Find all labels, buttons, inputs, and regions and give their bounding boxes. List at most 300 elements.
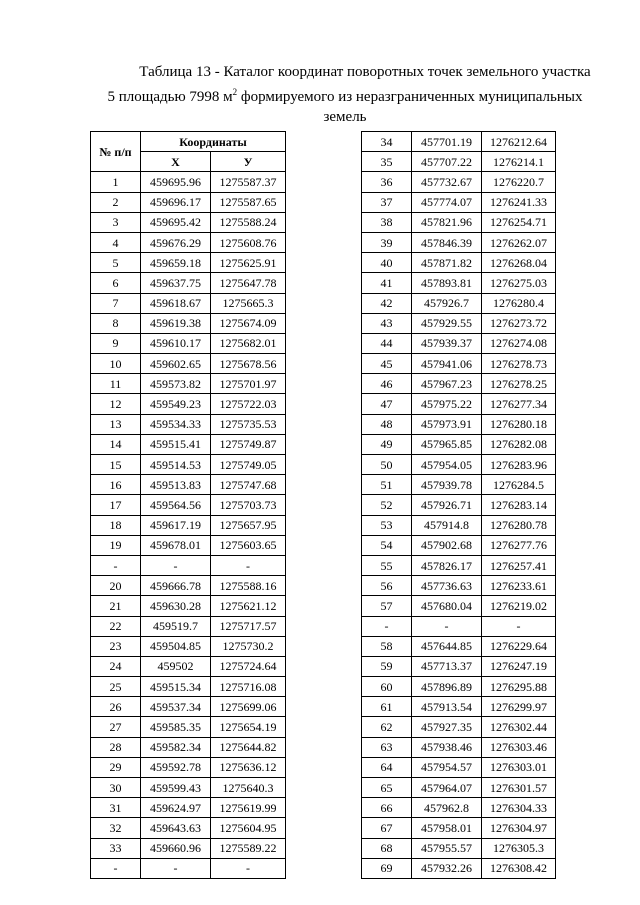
cell-y: 1275644.82 xyxy=(211,737,286,757)
table-row xyxy=(362,394,556,414)
cell-num: 63 xyxy=(362,737,412,757)
coordinates-table-right xyxy=(361,131,556,879)
cell-y: 1276283.14 xyxy=(482,495,556,515)
cell-x: 457926.7 xyxy=(412,293,482,313)
table-row xyxy=(362,778,556,798)
cell-x: 459643.63 xyxy=(141,818,211,838)
cell-num: 23 xyxy=(91,636,141,656)
cell-y: - xyxy=(211,858,286,878)
cell-y: 1276305.3 xyxy=(482,838,556,858)
cell-num: 55 xyxy=(362,555,412,575)
cell-y: 1276277.76 xyxy=(482,535,556,555)
cell-x: 457941.06 xyxy=(412,354,482,374)
table-row xyxy=(91,798,286,818)
cell-num: 28 xyxy=(91,737,141,757)
table-row xyxy=(91,434,286,454)
caption-line-3: земель xyxy=(323,109,367,125)
cell-y: 1275603.65 xyxy=(211,535,286,555)
cell-num: 8 xyxy=(91,313,141,333)
cell-num: - xyxy=(91,555,141,575)
cell-num: 18 xyxy=(91,515,141,535)
cell-x: 459696.17 xyxy=(141,192,211,212)
cell-x: 457954.05 xyxy=(412,455,482,475)
table-row xyxy=(362,374,556,394)
cell-x: 457826.17 xyxy=(412,555,482,575)
coordinates-table-left xyxy=(90,131,286,879)
cell-num: 49 xyxy=(362,434,412,454)
table-row xyxy=(91,576,286,596)
cell-x: 459602.65 xyxy=(141,354,211,374)
cell-num: 1 xyxy=(91,172,141,192)
table-row xyxy=(91,354,286,374)
cell-x: 457954.57 xyxy=(412,757,482,777)
cell-x: 459630.28 xyxy=(141,596,211,616)
cell-y: 1275730.2 xyxy=(211,636,286,656)
cell-num: 2 xyxy=(91,192,141,212)
cell-y: - xyxy=(211,555,286,575)
cell-y: 1276214.1 xyxy=(482,152,556,172)
cell-y: 1276284.5 xyxy=(482,475,556,495)
cell-y: 1275619.99 xyxy=(211,798,286,818)
table-row xyxy=(91,838,286,858)
table-row xyxy=(362,555,556,575)
cell-num: 24 xyxy=(91,656,141,676)
cell-x: 457955.57 xyxy=(412,838,482,858)
cell-num: 16 xyxy=(91,475,141,495)
cell-y: 1276219.02 xyxy=(482,596,556,616)
cell-x: 457929.55 xyxy=(412,313,482,333)
cell-x: 459514.53 xyxy=(141,455,211,475)
cell-x: 457939.37 xyxy=(412,333,482,353)
table-row xyxy=(91,455,286,475)
cell-x: 457927.35 xyxy=(412,717,482,737)
cell-y: 1276212.64 xyxy=(482,132,556,152)
cell-num: 12 xyxy=(91,394,141,414)
cell-num: 11 xyxy=(91,374,141,394)
table-row xyxy=(91,212,286,232)
cell-num: 22 xyxy=(91,616,141,636)
cell-y: 1275678.56 xyxy=(211,354,286,374)
cell-y: 1276295.88 xyxy=(482,677,556,697)
table-row xyxy=(362,818,556,838)
table-row xyxy=(362,152,556,172)
cell-y: 1276304.97 xyxy=(482,818,556,838)
cell-x: 457913.54 xyxy=(412,697,482,717)
cell-x: 459582.34 xyxy=(141,737,211,757)
table-row xyxy=(91,535,286,555)
cell-num: 53 xyxy=(362,515,412,535)
cell-y: 1276233.61 xyxy=(482,576,556,596)
cell-y: 1275625.91 xyxy=(211,253,286,273)
cell-x: 459618.67 xyxy=(141,293,211,313)
cell-x: 457896.89 xyxy=(412,677,482,697)
table-row xyxy=(91,253,286,273)
table-row xyxy=(91,333,286,353)
cell-y: 1276254.71 xyxy=(482,212,556,232)
cell-y: 1275749.87 xyxy=(211,434,286,454)
cell-num: 60 xyxy=(362,677,412,697)
cell-x: 457821.96 xyxy=(412,212,482,232)
cell-x: 457965.85 xyxy=(412,434,482,454)
cell-y: 1276220.7 xyxy=(482,172,556,192)
table-row xyxy=(362,838,556,858)
cell-x: 459637.75 xyxy=(141,273,211,293)
table-caption xyxy=(95,62,595,127)
cell-x: 459610.17 xyxy=(141,333,211,353)
table-row xyxy=(362,293,556,313)
table-row xyxy=(362,253,556,273)
cell-y: 1275749.05 xyxy=(211,455,286,475)
cell-y: 1276303.01 xyxy=(482,757,556,777)
cell-num: 66 xyxy=(362,798,412,818)
cell-num: 34 xyxy=(362,132,412,152)
cell-y: 1275608.76 xyxy=(211,232,286,252)
table-row xyxy=(91,313,286,333)
cell-num: 50 xyxy=(362,455,412,475)
cell-y: 1276301.57 xyxy=(482,778,556,798)
cell-x: 457707.22 xyxy=(412,152,482,172)
cell-num: 27 xyxy=(91,717,141,737)
cell-num: 36 xyxy=(362,172,412,192)
table-row xyxy=(91,656,286,676)
cell-y: 1275647.78 xyxy=(211,273,286,293)
cell-num: 56 xyxy=(362,576,412,596)
cell-num: 35 xyxy=(362,152,412,172)
cell-num: 43 xyxy=(362,313,412,333)
cell-num: - xyxy=(362,616,412,636)
cell-num: 40 xyxy=(362,253,412,273)
cell-x: 457967.23 xyxy=(412,374,482,394)
cell-x: 457973.91 xyxy=(412,414,482,434)
cell-x: 457914.8 xyxy=(412,515,482,535)
table-row xyxy=(91,475,286,495)
table-row xyxy=(362,192,556,212)
cell-x: 459573.82 xyxy=(141,374,211,394)
left-table-body xyxy=(91,172,286,879)
table-row xyxy=(362,414,556,434)
cell-num: 59 xyxy=(362,656,412,676)
cell-y: - xyxy=(482,616,556,636)
cell-num: 15 xyxy=(91,455,141,475)
cell-y: 1276302.44 xyxy=(482,717,556,737)
cell-x: 459549.23 xyxy=(141,394,211,414)
cell-x: 457938.46 xyxy=(412,737,482,757)
cell-x: 459537.34 xyxy=(141,697,211,717)
cell-y: 1276280.4 xyxy=(482,293,556,313)
cell-x: 457975.22 xyxy=(412,394,482,414)
cell-x: 457958.01 xyxy=(412,818,482,838)
table-row xyxy=(91,192,286,212)
cell-x: 457701.19 xyxy=(412,132,482,152)
cell-num: 42 xyxy=(362,293,412,313)
cell-y: 1275587.37 xyxy=(211,172,286,192)
table-row xyxy=(362,212,556,232)
cell-x: 457680.04 xyxy=(412,596,482,616)
cell-y: 1276280.18 xyxy=(482,414,556,434)
table-row xyxy=(362,798,556,818)
cell-y: 1275636.12 xyxy=(211,757,286,777)
table-row xyxy=(362,475,556,495)
cell-num: 64 xyxy=(362,757,412,777)
cell-x: 459519.7 xyxy=(141,616,211,636)
cell-y: 1276303.46 xyxy=(482,737,556,757)
cell-y: 1276299.97 xyxy=(482,697,556,717)
cell-y: 1276278.73 xyxy=(482,354,556,374)
cell-x: 457964.07 xyxy=(412,778,482,798)
cell-x: - xyxy=(141,858,211,878)
cell-y: 1276229.64 xyxy=(482,636,556,656)
cell-y: 1275674.09 xyxy=(211,313,286,333)
cell-num: 39 xyxy=(362,232,412,252)
cell-y: 1276247.19 xyxy=(482,656,556,676)
header-y: У xyxy=(211,152,286,172)
cell-num: 69 xyxy=(362,858,412,878)
cell-num: 3 xyxy=(91,212,141,232)
table-row xyxy=(362,636,556,656)
table-row xyxy=(91,273,286,293)
cell-num: 14 xyxy=(91,434,141,454)
cell-x: 457962.8 xyxy=(412,798,482,818)
cell-y: 1275657.95 xyxy=(211,515,286,535)
cell-y: 1275717.57 xyxy=(211,616,286,636)
cell-y: 1276241.33 xyxy=(482,192,556,212)
cell-x: 459676.29 xyxy=(141,232,211,252)
cell-y: 1276308.42 xyxy=(482,858,556,878)
table-row xyxy=(362,515,556,535)
table-row xyxy=(362,697,556,717)
cell-x: 459515.34 xyxy=(141,677,211,697)
cell-x: 459659.18 xyxy=(141,253,211,273)
caption-line-1: Таблица 13 - Каталог координат поворотных точек земельного участка xyxy=(139,64,591,80)
cell-x: 457644.85 xyxy=(412,636,482,656)
cell-x: 459504.85 xyxy=(141,636,211,656)
cell-y: 1275703.73 xyxy=(211,495,286,515)
cell-x: - xyxy=(412,616,482,636)
table-row xyxy=(362,132,556,152)
cell-y: 1275640.3 xyxy=(211,778,286,798)
cell-y: 1275654.19 xyxy=(211,717,286,737)
cell-num: - xyxy=(91,858,141,878)
cell-x: 457939.78 xyxy=(412,475,482,495)
cell-x: 457736.63 xyxy=(412,576,482,596)
cell-y: 1276304.33 xyxy=(482,798,556,818)
cell-x: 459515.41 xyxy=(141,434,211,454)
table-row xyxy=(362,757,556,777)
table-row xyxy=(91,757,286,777)
cell-num: 38 xyxy=(362,212,412,232)
right-table-body xyxy=(362,132,556,879)
table-row xyxy=(91,717,286,737)
cell-num: 46 xyxy=(362,374,412,394)
table-row xyxy=(91,495,286,515)
cell-x: 459564.56 xyxy=(141,495,211,515)
table-row xyxy=(91,636,286,656)
table-row xyxy=(91,515,286,535)
cell-y: 1275587.65 xyxy=(211,192,286,212)
cell-x: 459666.78 xyxy=(141,576,211,596)
cell-y: 1276257.41 xyxy=(482,555,556,575)
cell-x: 457774.07 xyxy=(412,192,482,212)
caption-line-2-start: 5 площадью 7998 м xyxy=(107,89,233,105)
cell-y: 1275589.22 xyxy=(211,838,286,858)
caption-line-2 xyxy=(108,89,583,105)
table-row xyxy=(362,616,556,636)
cell-x: 457902.68 xyxy=(412,535,482,555)
table-row xyxy=(362,172,556,192)
cell-x: 457713.37 xyxy=(412,656,482,676)
header-num: № п/п xyxy=(91,132,141,172)
table-row xyxy=(91,818,286,838)
cell-y: 1275665.3 xyxy=(211,293,286,313)
cell-x: 459678.01 xyxy=(141,535,211,555)
cell-x: 459619.38 xyxy=(141,313,211,333)
cell-y: 1276274.08 xyxy=(482,333,556,353)
cell-num: 45 xyxy=(362,354,412,374)
cell-y: 1276273.72 xyxy=(482,313,556,333)
cell-num: 62 xyxy=(362,717,412,737)
cell-x: 457846.39 xyxy=(412,232,482,252)
cell-x: 459534.33 xyxy=(141,414,211,434)
cell-num: 41 xyxy=(362,273,412,293)
cell-y: 1275604.95 xyxy=(211,818,286,838)
cell-num: 21 xyxy=(91,596,141,616)
cell-y: 1275722.03 xyxy=(211,394,286,414)
cell-num: 51 xyxy=(362,475,412,495)
cell-x: 459585.35 xyxy=(141,717,211,737)
caption-line-2-end: формируемого из неразграниченных муниципальных xyxy=(237,89,583,105)
cell-y: 1275621.12 xyxy=(211,596,286,616)
cell-num: 5 xyxy=(91,253,141,273)
cell-y: 1276262.07 xyxy=(482,232,556,252)
cell-num: 58 xyxy=(362,636,412,656)
table-row xyxy=(91,778,286,798)
cell-num: 29 xyxy=(91,757,141,777)
cell-y: 1275699.06 xyxy=(211,697,286,717)
header-x: X xyxy=(141,152,211,172)
table-row xyxy=(362,333,556,353)
cell-num: 52 xyxy=(362,495,412,515)
cell-x: 459624.97 xyxy=(141,798,211,818)
table-row xyxy=(91,293,286,313)
table-row xyxy=(362,535,556,555)
cell-y: 1275588.16 xyxy=(211,576,286,596)
table-row xyxy=(362,677,556,697)
cell-num: 57 xyxy=(362,596,412,616)
table-row xyxy=(362,455,556,475)
table-row xyxy=(362,576,556,596)
cell-num: 25 xyxy=(91,677,141,697)
cell-num: 32 xyxy=(91,818,141,838)
cell-num: 47 xyxy=(362,394,412,414)
table-row xyxy=(362,858,556,878)
cell-num: 37 xyxy=(362,192,412,212)
table-row xyxy=(362,434,556,454)
cell-y: 1276278.25 xyxy=(482,374,556,394)
table-row xyxy=(362,313,556,333)
table-row xyxy=(91,374,286,394)
header-coords: Координаты xyxy=(141,132,286,152)
cell-num: 54 xyxy=(362,535,412,555)
cell-y: 1275747.68 xyxy=(211,475,286,495)
cell-num: 10 xyxy=(91,354,141,374)
cell-y: 1275724.64 xyxy=(211,656,286,676)
cell-x: 457893.81 xyxy=(412,273,482,293)
table-row xyxy=(362,354,556,374)
table-row xyxy=(91,677,286,697)
table-row xyxy=(91,858,286,878)
cell-x: 459502 xyxy=(141,656,211,676)
cell-x: 459695.42 xyxy=(141,212,211,232)
table-row xyxy=(91,232,286,252)
cell-y: 1276282.08 xyxy=(482,434,556,454)
cell-x: 459599.43 xyxy=(141,778,211,798)
cell-y: 1276280.78 xyxy=(482,515,556,535)
cell-num: 30 xyxy=(91,778,141,798)
cell-num: 7 xyxy=(91,293,141,313)
table-row xyxy=(91,697,286,717)
cell-num: 9 xyxy=(91,333,141,353)
cell-y: 1275682.01 xyxy=(211,333,286,353)
table-row xyxy=(91,394,286,414)
table-row xyxy=(91,172,286,192)
cell-x: 457732.67 xyxy=(412,172,482,192)
cell-x: - xyxy=(141,555,211,575)
cell-x: 457871.82 xyxy=(412,253,482,273)
cell-num: 6 xyxy=(91,273,141,293)
header-row xyxy=(91,132,286,152)
cell-y: 1275735.53 xyxy=(211,414,286,434)
cell-num: 65 xyxy=(362,778,412,798)
table-row xyxy=(91,414,286,434)
cell-y: 1275588.24 xyxy=(211,212,286,232)
cell-num: 33 xyxy=(91,838,141,858)
cell-x: 457932.26 xyxy=(412,858,482,878)
cell-num: 31 xyxy=(91,798,141,818)
caption-superscript: 2 xyxy=(232,87,238,97)
cell-x: 459695.96 xyxy=(141,172,211,192)
cell-x: 459660.96 xyxy=(141,838,211,858)
table-row xyxy=(91,555,286,575)
table-row xyxy=(362,717,556,737)
table-row xyxy=(362,656,556,676)
table-row xyxy=(91,596,286,616)
cell-y: 1276268.04 xyxy=(482,253,556,273)
table-row xyxy=(362,495,556,515)
cell-y: 1275716.08 xyxy=(211,677,286,697)
cell-y: 1276277.34 xyxy=(482,394,556,414)
cell-num: 26 xyxy=(91,697,141,717)
cell-x: 459513.83 xyxy=(141,475,211,495)
cell-num: 61 xyxy=(362,697,412,717)
cell-num: 44 xyxy=(362,333,412,353)
table-row xyxy=(362,232,556,252)
table-row xyxy=(362,273,556,293)
cell-y: 1276283.96 xyxy=(482,455,556,475)
table-row xyxy=(91,616,286,636)
cell-num: 19 xyxy=(91,535,141,555)
cell-num: 17 xyxy=(91,495,141,515)
cell-num: 48 xyxy=(362,414,412,434)
cell-y: 1276275.03 xyxy=(482,273,556,293)
cell-x: 459592.78 xyxy=(141,757,211,777)
cell-x: 459617.19 xyxy=(141,515,211,535)
cell-y: 1275701.97 xyxy=(211,374,286,394)
cell-x: 457926.71 xyxy=(412,495,482,515)
cell-num: 67 xyxy=(362,818,412,838)
cell-num: 4 xyxy=(91,232,141,252)
cell-num: 20 xyxy=(91,576,141,596)
cell-num: 68 xyxy=(362,838,412,858)
